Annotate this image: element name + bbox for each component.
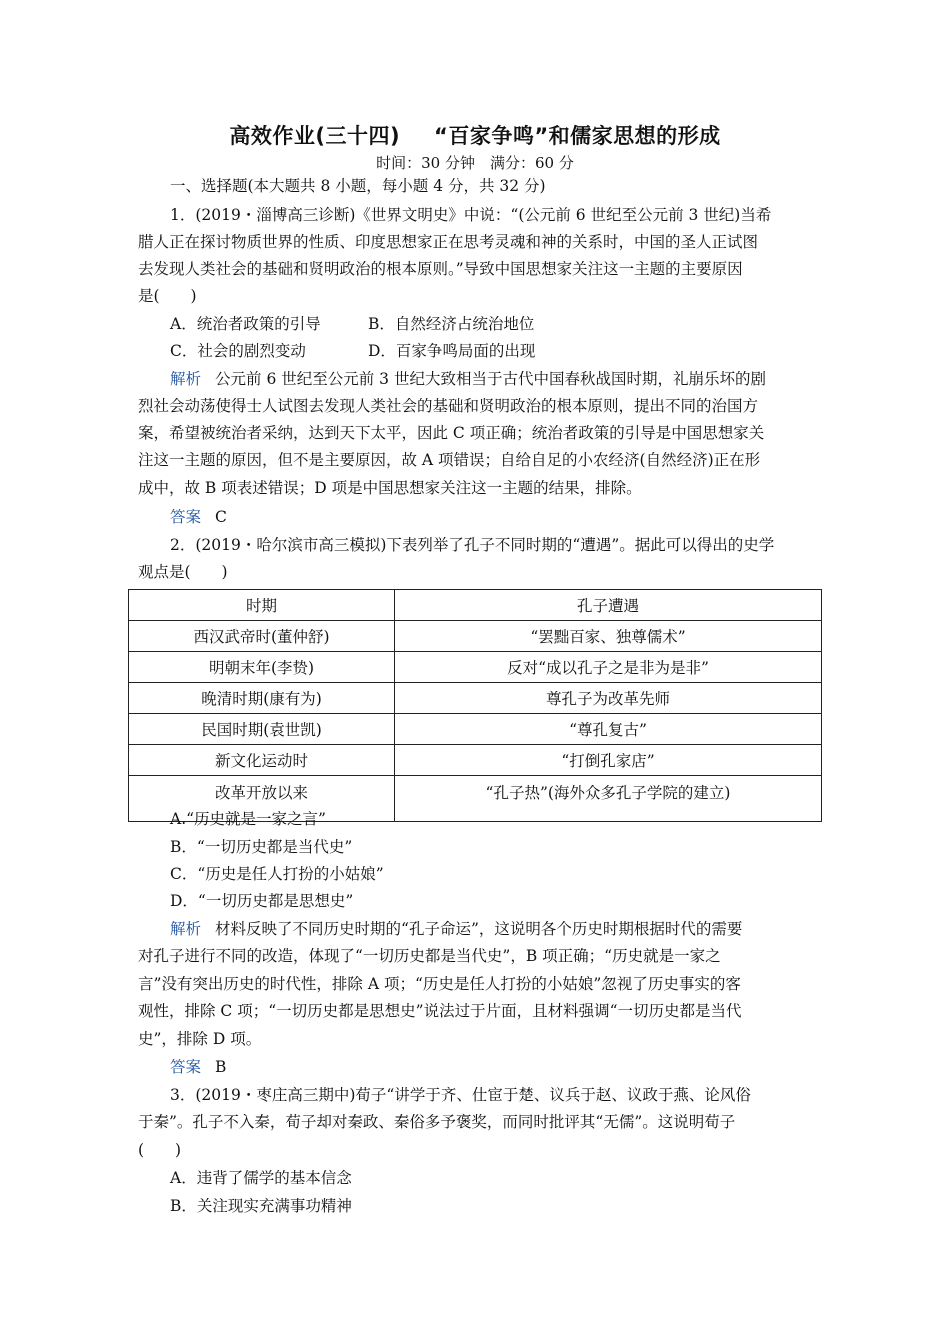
q1-analysis-line-3: 案，希望被统治者采纳，达到天下太平，因此 C 项正确；统治者政策的引导是中国思想家关 (138, 424, 765, 442)
q1-line-4: 是( ) (138, 287, 197, 305)
q2-line-1: 2．(2019・哈尔滨市高三模拟)下表列举了孔子不同时期的“遭遇”。据此可以得出的史学 (170, 536, 775, 554)
q2-analysis-line-1: 解析 材料反映了不同历史时期的“孔子命运”，这说明各个历史时期根据时代的需要 (170, 920, 743, 938)
q1-line-2: 腊人正在探讨物质世界的性质、印度思想家正在思考灵魂和神的关系时，中国的圣人正试图 (138, 233, 759, 251)
table-header-experience: 孔子遭遇 (395, 590, 822, 621)
table-cell-period: 西汉武帝时(董仲舒) (129, 621, 395, 652)
table-header-period: 时期 (129, 590, 395, 621)
q2-option-b: B．“一切历史都是当代史” (170, 838, 353, 856)
q1-option-b: B．自然经济占统治地位 (368, 315, 535, 333)
table-cell-period: 民国时期(袁世凯) (129, 714, 395, 745)
q1-analysis-line-5: 成中，故 B 项表述错误；D 项是中国思想家关注这一主题的结果，排除。 (138, 479, 642, 497)
table-cell-experience: “孔子热”(海外众多孔子学院的建立) (395, 776, 822, 822)
table-row (129, 714, 822, 745)
q2-answer-label: 答案 (170, 1058, 202, 1076)
q3-option-a: A．违背了儒学的基本信念 (170, 1169, 352, 1187)
table-row (129, 621, 822, 652)
q1-analysis-line-1: 解析 公元前 6 世纪至公元前 3 世纪大致相当于古代中国春秋战国时期，礼崩乐坏的剧 (170, 370, 766, 388)
time-score-line: 时间：30 分钟 满分：60 分 (376, 154, 574, 172)
table-cell-experience: 尊孔子为改革先师 (395, 683, 822, 714)
q2-analysis-line-3: 言”没有突出历史的时代性，排除 A 项；“历史是任人打扮的小姑娘”忽视了历史事实的客 (138, 975, 741, 993)
q2-answer-value: B (215, 1058, 227, 1076)
table-row (129, 683, 822, 714)
q2-analysis-line-5: 史”，排除 D 项。 (138, 1030, 262, 1048)
q1-line-1: 1．(2019・淄博高三诊断)《世界文明史》中说：“(公元前 6 世纪至公元前 3 世纪)当希 (170, 206, 772, 224)
q1-analysis-line-4: 注这一主题的原因，但不是主要原因，故 A 项错误；自给自足的小农经济(自然经济)正在形 (138, 451, 761, 469)
table-cell-experience: “打倒孔家店” (395, 745, 822, 776)
q3-line-3: ( ) (138, 1141, 182, 1159)
q2-line-2: 观点是( ) (138, 563, 228, 581)
table-cell-experience: 反对“成以孔子之是非为是非” (395, 652, 822, 683)
title-left: 高效作业(三十四) (229, 124, 401, 148)
table-cell-period: 明朝末年(李贽) (129, 652, 395, 683)
confucius-table (128, 589, 822, 822)
table-row (129, 745, 822, 776)
q1-option-c: C．社会的剧烈变动 (170, 342, 306, 360)
q1-answer-value: C (215, 508, 227, 526)
title-right: “百家争鸣”和儒家思想的形成 (434, 124, 721, 148)
table-cell-experience: “尊孔复古” (395, 714, 822, 745)
q2-analysis-line-4: 观性，排除 C 项；“一切历史都是思想史”说法过于片面，且材料强调“一切历史都是当代 (138, 1002, 742, 1020)
table-cell-period: 晚清时期(康有为) (129, 683, 395, 714)
table-header-row (129, 590, 822, 621)
q2-analysis-label: 解析 (170, 920, 202, 938)
q1-analysis-line-2: 烈社会动荡使得士人试图去发现人类社会的基础和贤明政治的根本原则，提出不同的治国方 (138, 397, 759, 415)
q2-analysis-line-2: 对孔子进行不同的改造，体现了“一切历史都是当代史”，B 项正确；“历史就是一家之 (138, 947, 721, 965)
q3-option-b: B．关注现实充满事功精神 (170, 1197, 352, 1215)
q3-line-1: 3．(2019・枣庄高三期中)荀子“讲学于齐、仕宦于楚、议兵于赵、议政于燕、论风俗 (170, 1086, 751, 1104)
q1-analysis-label: 解析 (170, 370, 202, 388)
q1-option-d: D．百家争鸣局面的出现 (368, 342, 536, 360)
q2-option-a: A.“历史就是一家之言” (170, 810, 326, 828)
table-cell-period: 改革开放以来 (129, 776, 395, 822)
section-heading: 一、选择题(本大题共 8 小题，每小题 4 分，共 32 分) (170, 177, 546, 195)
q2-option-d: D．“一切历史都是思想史” (170, 892, 354, 910)
table-cell-period: 新文化运动时 (129, 745, 395, 776)
document-title (0, 120, 950, 150)
q3-line-2: 于秦”。孔子不入秦，荀子却对秦政、秦俗多予褒奖，而同时批评其“无儒”。这说明荀子 (138, 1113, 736, 1131)
q2-option-c: C．“历史是任人打扮的小姑娘” (170, 865, 384, 883)
q1-option-a: A．统治者政策的引导 (170, 315, 321, 333)
q1-answer (170, 507, 227, 527)
q1-answer-label: 答案 (170, 508, 202, 526)
q1-line-3: 去发现人类社会的基础和贤明政治的根本原则。”导致中国思想家关注这一主题的主要原因 (138, 260, 743, 278)
table-cell-experience: “罢黜百家、独尊儒术” (395, 621, 822, 652)
table-row (129, 652, 822, 683)
q2-answer (170, 1057, 226, 1077)
